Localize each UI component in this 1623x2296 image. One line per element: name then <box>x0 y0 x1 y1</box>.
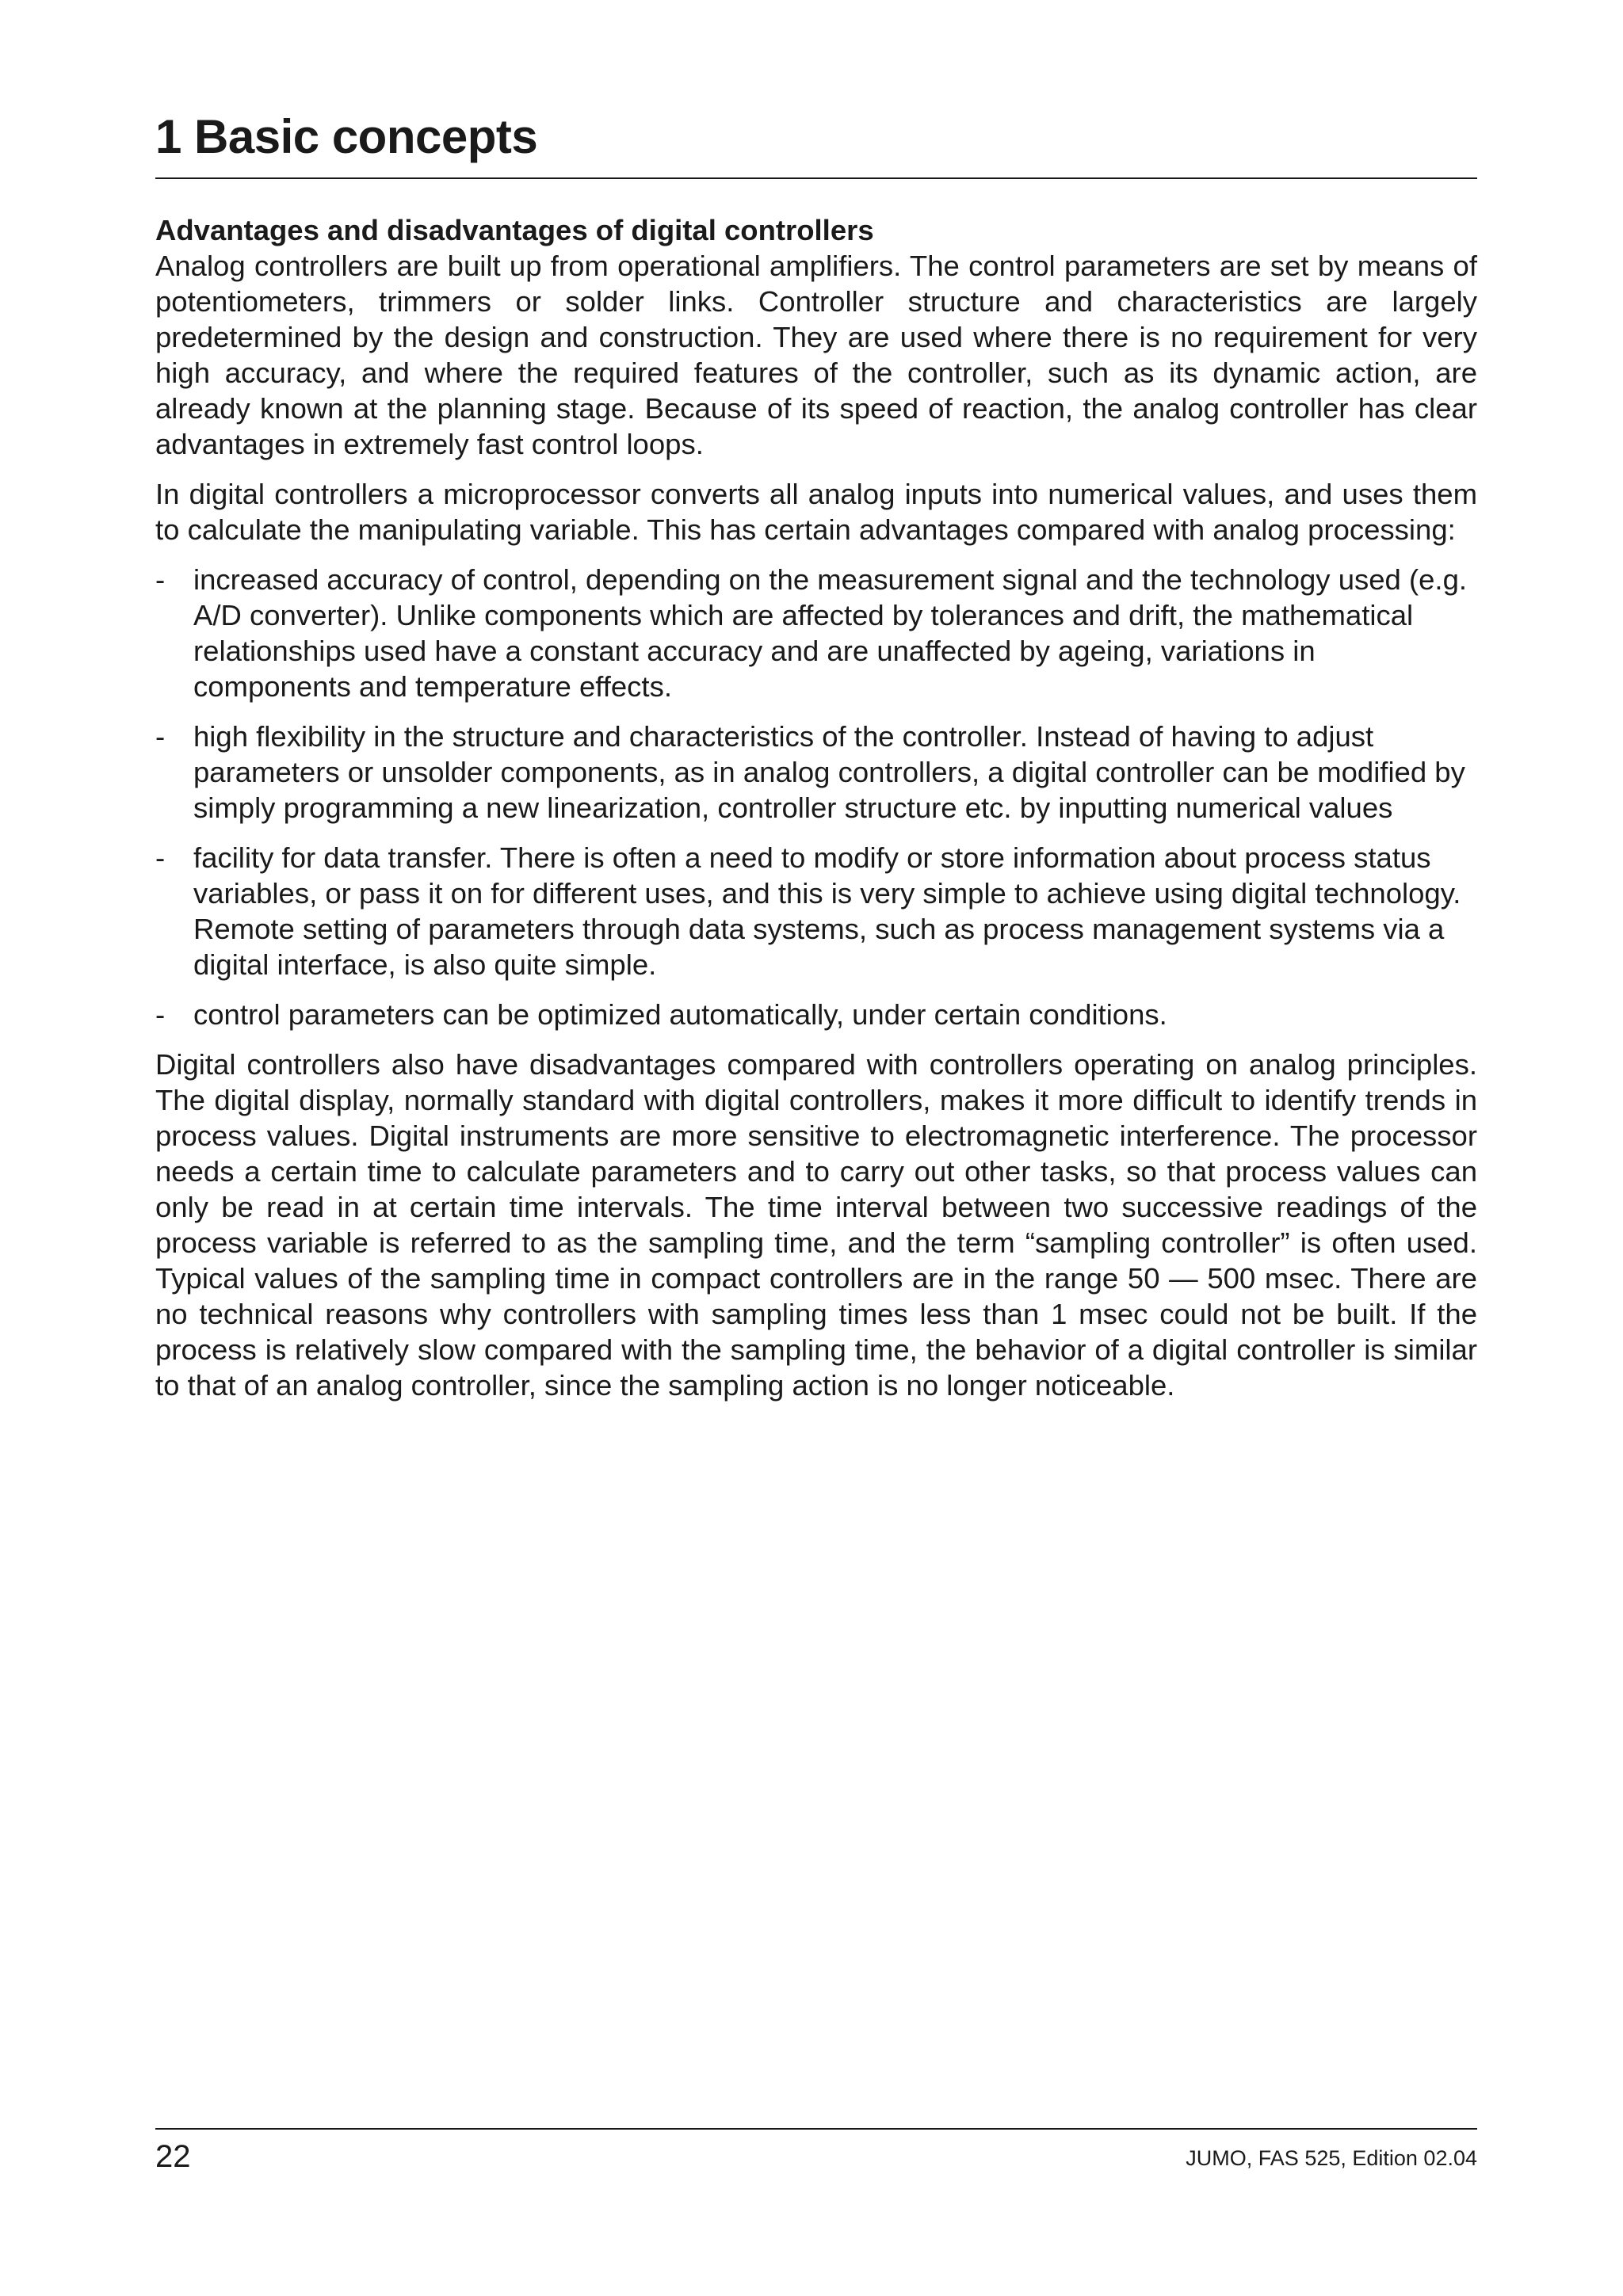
bullet-dash: - <box>155 720 166 753</box>
digital-intro-paragraph: In digital controllers a microprocessor converts all analog inputs into numerical values, and uses them to calculate the manipulating variable. This has certain advantages compared with analog processing: <box>155 478 1477 546</box>
bullet-dash: - <box>155 563 166 596</box>
disadvantages-paragraph: Digital controllers also have disadvantages compared with controllers operating on analog principles. The digital display, normally standard with digital controllers, makes it more difficult to identify trends in process values. Digital instruments are more sensitive to electromagnetic interference. The processor needs a certain time to calculate parameters and to carry out other tasks, so that process values can only be read in at certain time intervals. The time interval between two successive readings of the process variable is referred to as the sampling time, and the term “sampling controller” is often used. Typical values of the sampling time in compact controllers are in the range 50 — 500 msec. There are no technical reasons why controllers with sampling times less than 1 msec could not be built. If the process is relatively slow compared with the sampling time, the behavior of a digital controller is similar to that of an analog controller, since the sampling action is no longer noticeable. <box>155 1048 1477 1402</box>
list-item <box>155 562 1477 704</box>
title-divider <box>155 177 1477 179</box>
footer-divider <box>155 2128 1477 2130</box>
list-item <box>155 997 1477 1032</box>
edition-label: JUMO, FAS 525, Edition 02.04 <box>1186 2146 1477 2170</box>
list-item-text: control parameters can be optimized automatically, under certain conditions. <box>193 998 1167 1031</box>
advantages-list <box>155 562 1477 1032</box>
page-content <box>155 212 1477 1417</box>
intro-paragraph: Analog controllers are built up from operational amplifiers. The control parameters are set by means of potentiometers, trimmers or solder links. Controller structure and characteristics are largely predetermined by the design and construction. They are used where there is no requirement for very high accuracy, and where the required features of the controller, such as its dynamic action, are already known at the planning stage. Because of its speed of reaction, the analog controller has clear advantages in extremely fast control loops. <box>155 250 1477 460</box>
section-heading: Advantages and disadvantages of digital controllers <box>155 214 874 246</box>
chapter-title: 1 Basic concepts <box>155 110 538 163</box>
list-item <box>155 719 1477 826</box>
list-item-text: increased accuracy of control, depending on the measurement signal and the technology used (e.g. A/D converter). Unlike components which are affected by tolerances and drift, the mathematical relationships used have a constant accuracy and are unaffected by ageing, variations in components and temperature effects. <box>193 563 1468 703</box>
page-number: 22 <box>155 2139 191 2174</box>
document-page <box>155 0 1477 2296</box>
bullet-dash: - <box>155 998 166 1031</box>
bullet-dash: - <box>155 841 166 874</box>
list-item-text: high flexibility in the structure and characteristics of the controller. Instead of having to adjust parameters or unsolder components, as in analog controllers, a digital controller can be modified by simply programming a new linearization, controller structure etc. by inputting numerical values <box>193 720 1465 824</box>
list-item <box>155 840 1477 982</box>
list-item-text: facility for data transfer. There is often a need to modify or store information about process status variables, or pass it on for different uses, and this is very simple to achieve using digital technology. Remote setting of parameters through data systems, such as process management systems via a digital interface, is also quite simple. <box>193 841 1461 981</box>
